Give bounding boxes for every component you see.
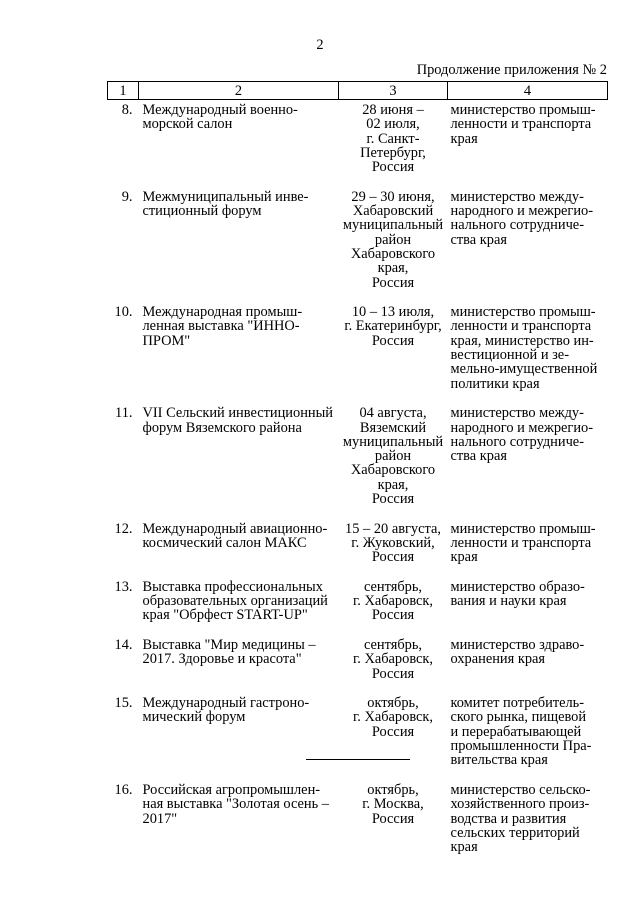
event-date-place-line: район	[374, 231, 412, 248]
event-name-line: Международный авиационно-	[142, 520, 328, 537]
table-row	[108, 696, 608, 783]
event-name-line: Международный военно-	[142, 102, 298, 118]
event-date-place-line: Россия	[371, 810, 415, 827]
event-date-place-line: район	[374, 448, 412, 465]
event-name	[139, 783, 339, 870]
event-date-place-line: Хабаровского	[350, 245, 436, 262]
event-responsible-line: министерство здраво-	[450, 636, 585, 653]
row-number: 10.	[114, 304, 133, 321]
event-responsible-line: хозяйственного произ-	[450, 796, 590, 813]
event-date-place-line: сентябрь,	[363, 578, 423, 595]
event-responsible-line: министерство промыш-	[450, 102, 596, 118]
event-name	[139, 638, 339, 696]
event-responsible-line: охранения края	[450, 651, 546, 668]
event-date-place-line: г. Санкт-	[366, 130, 420, 147]
event-responsible-line: министерство сельско-	[450, 781, 591, 798]
event-responsible-line: министерство между-	[450, 188, 584, 205]
event-responsible-line: края	[450, 839, 478, 856]
row-number: 16.	[114, 781, 133, 798]
event-responsible-line: и перерабатывающей	[450, 723, 582, 740]
event-name-line: Международная промыш-	[142, 304, 303, 321]
event-date-place-line: Хабаровский	[352, 203, 434, 220]
event-responsible-line: края	[450, 549, 478, 566]
event-responsible-line: ленности и транспорта	[450, 116, 592, 133]
event-name-line: края "Обрфест START-UP"	[142, 607, 308, 624]
event-name-line: морской салон	[142, 116, 233, 133]
event-responsible-line: вестиционной и зе-	[450, 347, 569, 364]
table-row	[108, 190, 608, 305]
event-date-place-line: Россия	[371, 607, 415, 624]
table-row	[108, 638, 608, 696]
event-name-line: образовательных организаций	[142, 593, 328, 610]
event-responsible-line: комитет потребитель-	[450, 695, 585, 712]
event-date-place-line: Вяземский	[359, 419, 427, 436]
row-number: 13.	[114, 578, 133, 595]
event-name	[139, 305, 339, 406]
event-responsible	[448, 522, 608, 580]
event-date-place-line: 10 – 13 июля,	[351, 304, 435, 321]
event-name-line: форум Вяземского района	[142, 419, 302, 436]
table-row	[108, 406, 608, 521]
event-responsible-line: министерство образо-	[450, 578, 585, 595]
event-responsible-line: ского рынка, пищевой	[450, 709, 587, 726]
event-date-place-line: муниципальный	[342, 217, 444, 234]
event-name-line: стиционный форум	[142, 203, 262, 220]
continuation-label: Продолжение приложения № 2	[416, 62, 607, 78]
event-responsible-line: нального сотрудниче-	[450, 433, 584, 450]
event-date-place	[339, 305, 448, 406]
event-responsible-line: министерство между-	[450, 405, 584, 422]
event-responsible-line: народного и межрегио-	[450, 203, 594, 220]
event-date-place	[339, 580, 448, 638]
event-date-place-line: 15 – 20 августа,	[345, 520, 441, 537]
event-date-place-line: Россия	[371, 274, 415, 291]
event-date-place-line: 04 августа,	[359, 405, 427, 422]
row-number: 15.	[114, 695, 133, 712]
event-date-place	[339, 638, 448, 696]
events-table	[107, 81, 608, 870]
event-responsible-line: народного и межрегио-	[450, 419, 594, 436]
event-responsible-line: ства края	[450, 231, 507, 248]
event-responsible-line: края	[450, 130, 478, 147]
row-number: 8.	[121, 102, 133, 118]
event-responsible	[448, 305, 608, 406]
row-number: 11.	[115, 405, 133, 422]
event-responsible	[448, 406, 608, 521]
event-responsible-line: министерство промыш-	[450, 520, 596, 537]
event-responsible-line: вительства края	[450, 752, 548, 769]
event-date-place-line: Россия	[371, 332, 415, 349]
event-date-place-line: края,	[377, 260, 409, 277]
event-date-place-line: 28 июня –	[362, 102, 424, 118]
event-name	[139, 696, 339, 783]
event-name	[139, 100, 339, 190]
event-date-place-line: г. Хабаровск,	[352, 593, 434, 610]
event-name-line: VII Сельский инвестиционный	[142, 405, 333, 422]
table-body	[108, 100, 608, 870]
event-responsible-line: ства края	[450, 448, 507, 465]
event-name	[139, 580, 339, 638]
table-row	[108, 522, 608, 580]
event-name-line: ПРОМ"	[142, 332, 191, 349]
event-date-place	[339, 696, 448, 783]
event-name	[139, 522, 339, 580]
event-date-place-line: г. Екатеринбург,	[344, 318, 442, 335]
event-responsible-line: сельских территорий	[450, 824, 580, 841]
event-date-place-line: г. Хабаровск,	[352, 651, 434, 668]
event-date-place-line: 02 июля,	[366, 116, 420, 133]
row-number: 9.	[121, 188, 133, 205]
event-name-line: Выставка профессиональных	[142, 578, 323, 595]
event-name-line: ленная выставка "ИННО-	[142, 318, 300, 335]
event-date-place	[339, 190, 448, 305]
event-responsible	[448, 696, 608, 783]
table-header	[108, 82, 608, 100]
event-responsible-line: министерство промыш-	[450, 304, 596, 321]
event-date-place	[339, 406, 448, 521]
column-header-1: 1	[108, 82, 139, 100]
page-number: 2	[316, 37, 324, 53]
event-responsible	[448, 783, 608, 870]
event-responsible-line: промышленности Пра-	[450, 738, 592, 755]
row-number: 12.	[114, 520, 133, 537]
event-name	[139, 190, 339, 305]
event-responsible	[448, 638, 608, 696]
event-date-place-line: октябрь,	[367, 781, 419, 798]
event-date-place-line: края,	[377, 476, 409, 493]
event-name-line: Межмуниципальный инве-	[142, 188, 309, 205]
event-name-line: космический салон МАКС	[142, 534, 307, 551]
event-responsible	[448, 190, 608, 305]
event-responsible-line: нального сотрудниче-	[450, 217, 584, 234]
event-responsible-line: политики края	[450, 375, 540, 392]
event-responsible-line: края, министерство ин-	[450, 332, 594, 349]
event-date-place-line: Россия	[371, 723, 415, 740]
event-date-place-line: сентябрь,	[363, 636, 423, 653]
event-name-line: ная выставка "Золотая осень –	[142, 796, 329, 813]
event-name	[139, 406, 339, 521]
event-date-place-line: муниципальный	[342, 433, 444, 450]
event-name-line: Выставка "Мир медицины –	[142, 636, 316, 653]
end-rule	[306, 759, 410, 760]
event-responsible-line: вания и науки края	[450, 593, 567, 610]
event-date-place	[339, 783, 448, 870]
event-date-place	[339, 522, 448, 580]
event-date-place-line: Россия	[371, 491, 415, 508]
event-date-place-line: г. Москва,	[362, 796, 424, 813]
column-header-3: 3	[339, 82, 448, 100]
event-name-line: 2017. Здоровье и красота"	[142, 651, 302, 668]
event-name-line: Российская агропромышлен-	[142, 781, 321, 798]
event-name-line: мический форум	[142, 709, 246, 726]
event-date-place-line: г. Хабаровск,	[352, 709, 434, 726]
event-date-place-line: Россия	[371, 159, 415, 176]
event-date-place	[339, 100, 448, 190]
table-row	[108, 783, 608, 870]
event-date-place-line: Хабаровского	[350, 462, 436, 479]
row-number: 14.	[114, 636, 133, 653]
table-row	[108, 305, 608, 406]
event-responsible-line: водства и развития	[450, 810, 567, 827]
event-responsible-line: мельно-имущественной	[450, 361, 598, 378]
event-date-place-line: Россия	[371, 549, 415, 566]
column-header-4: 4	[448, 82, 608, 100]
event-name-line: 2017"	[142, 810, 178, 827]
event-date-place-line: 29 – 30 июня,	[351, 188, 435, 205]
event-name-line: Международный гастроно-	[142, 695, 310, 712]
event-date-place-line: октябрь,	[367, 695, 419, 712]
event-date-place-line: г. Жуковский,	[351, 534, 435, 551]
event-date-place-line: Петербург,	[360, 144, 426, 161]
event-date-place-line: Россия	[371, 665, 415, 682]
event-responsible-line: ленности и транспорта	[450, 534, 592, 551]
column-header-2: 2	[139, 82, 339, 100]
event-responsible	[448, 580, 608, 638]
table-row	[108, 580, 608, 638]
table-row	[108, 100, 608, 190]
event-responsible-line: ленности и транспорта	[450, 318, 592, 335]
event-responsible	[448, 100, 608, 190]
